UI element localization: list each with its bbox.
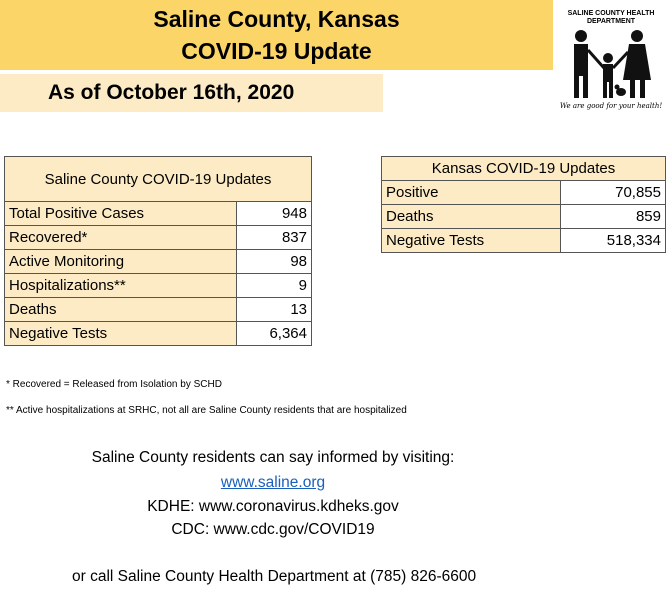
row-value: 948 <box>237 202 312 226</box>
table-row <box>5 322 312 346</box>
row-label: Total Positive Cases <box>5 202 237 226</box>
table-row <box>5 250 312 274</box>
table-row <box>382 229 666 253</box>
row-label: Active Monitoring <box>5 250 237 274</box>
row-label: Negative Tests <box>382 229 561 253</box>
row-value: 6,364 <box>237 322 312 346</box>
table-row <box>382 181 666 205</box>
row-value: 70,855 <box>560 181 665 205</box>
page-subtitle: COVID-19 Update <box>181 38 372 64</box>
row-label: Deaths <box>5 298 237 322</box>
as-of-date: As of October 16th, 2020 <box>48 81 295 104</box>
kansas-table <box>381 156 666 253</box>
kdhe-website: KDHE: www.coronavirus.kdheks.gov <box>147 498 399 515</box>
table-row <box>5 202 312 226</box>
footnote-hospitalizations: ** Active hospitalizations at SRHC, not all are Saline County residents that are hospitalized <box>6 405 407 416</box>
saline-table-header: Saline County COVID-19 Updates <box>5 157 312 202</box>
row-value: 9 <box>237 274 312 298</box>
row-value: 837 <box>237 226 312 250</box>
logo-title: SALINE COUNTY HEALTH DEPARTMENT <box>567 10 655 25</box>
saline-website-link[interactable]: www.saline.org <box>220 474 326 491</box>
row-label: Hospitalizations** <box>5 274 237 298</box>
row-value: 518,334 <box>560 229 665 253</box>
kansas-table-header: Kansas COVID-19 Updates <box>382 157 666 181</box>
health-department-logo <box>557 6 665 114</box>
logo-tagline: We are good for your health! <box>559 102 663 110</box>
row-label: Negative Tests <box>5 322 237 346</box>
contact-phone: or call Saline County Health Department at (785) 826-6600 <box>72 568 477 585</box>
table-row <box>5 226 312 250</box>
row-label: Recovered* <box>5 226 237 250</box>
row-value: 13 <box>237 298 312 322</box>
row-value: 859 <box>560 205 665 229</box>
footnote-recovered: * Recovered = Released from Isolation by SCHD <box>6 379 222 390</box>
row-label: Deaths <box>382 205 561 229</box>
info-intro: Saline County residents can say informed by visiting: <box>91 449 455 466</box>
table-row <box>5 298 312 322</box>
cdc-website: CDC: www.cdc.gov/COVID19 <box>171 521 375 538</box>
family-icon <box>561 28 661 100</box>
row-value: 98 <box>237 250 312 274</box>
row-label: Positive <box>382 181 561 205</box>
saline-county-table <box>4 156 312 346</box>
table-row <box>5 274 312 298</box>
table-row <box>382 205 666 229</box>
page-title: Saline County, Kansas <box>153 6 400 32</box>
